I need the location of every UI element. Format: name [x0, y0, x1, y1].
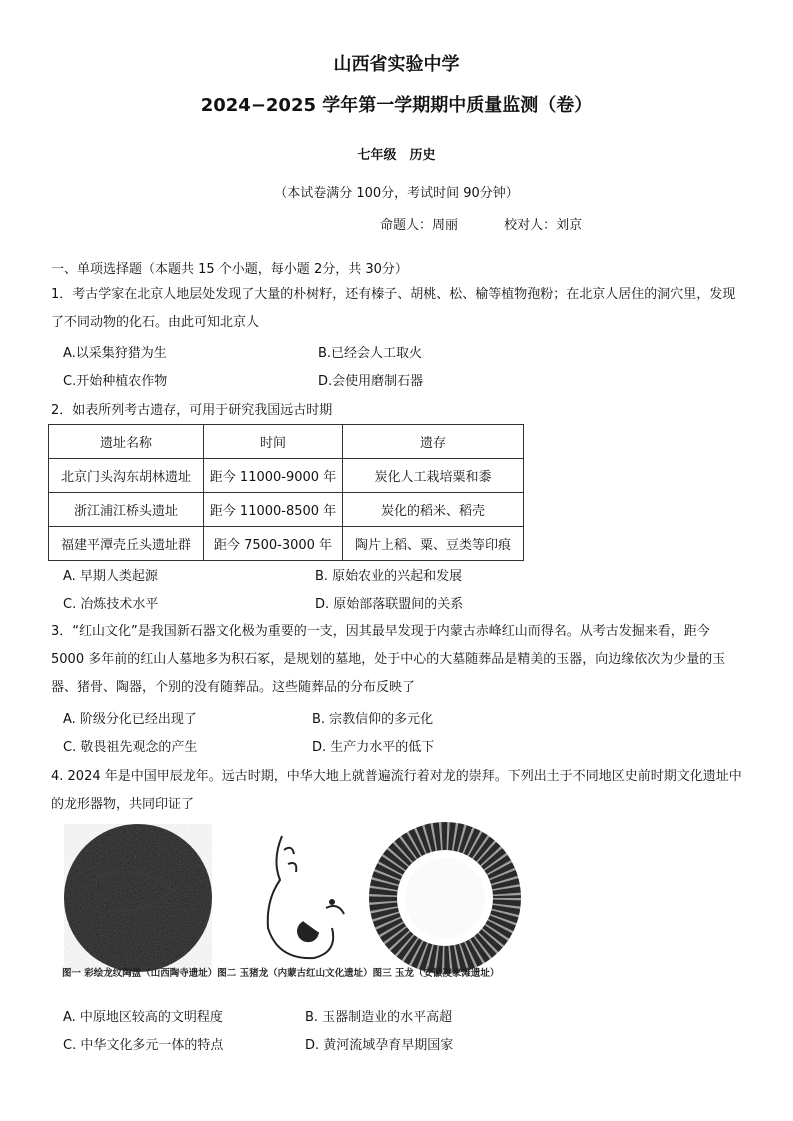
- table-cell: 炭化人工栽培粟和黍: [343, 459, 524, 493]
- q2-option-c: C. 冶炼技术水平: [63, 597, 159, 612]
- authors: [380, 214, 624, 233]
- table-cell: 浙江浦江桥头遗址: [49, 493, 204, 527]
- table-cell: 距今 11000-9000 年: [204, 459, 343, 493]
- q4-option-b: B. 玉器制造业的水平高超: [305, 1010, 453, 1025]
- section-title: 一、单项选择题（本题共 15 个小题，每小题 2分，共 30分）: [51, 262, 408, 277]
- q3-option-b: B. 宗教信仰的多元化: [312, 712, 434, 727]
- q1-option-d: D.会使用磨制石器: [318, 374, 424, 389]
- q4-option-c: C. 中华文化多元一体的特点: [63, 1038, 224, 1053]
- table-row: [49, 527, 524, 561]
- q3-option-d: D. 生产力水平的低下: [312, 740, 435, 755]
- jade-pig-dragon-image: [268, 836, 344, 958]
- q1-option-a: A.以采集狩猎为生: [63, 346, 167, 361]
- table-header-cell: 遗存: [343, 425, 524, 459]
- pottery-plate-image: [64, 824, 212, 972]
- q2-option-a: A. 早期人类起源: [63, 569, 158, 584]
- table-cell: 距今 11000-8500 年: [204, 493, 343, 527]
- q4-stem: 4. 2024 年是中国甲辰龙年。远古时期，中华大地上就普遍流行着对龙的崇拜。下列出土于不同地区史前时期文化遗址中的龙形器物，共同印证了: [51, 769, 742, 812]
- q2-option-d: D. 原始部落联盟间的关系: [315, 597, 464, 612]
- table-row: [49, 459, 524, 493]
- q3-stem: 3．“红山文化”是我国新石器文化极为重要的一支，因其最早发现于内蒙古赤峰红山而得名。从考古发掘来看，距今 5000 多年前的红山人墓地多为积石冢，是规划的墓地，处于中心的大墓随葬品是精美的玉器，向边缘依次为少量的玉器、猪骨、陶器，个别的没有随葬品。这些随葬品的分布反映了: [51, 624, 726, 695]
- table-cell: 陶片上稻、粟、豆类等印痕: [343, 527, 524, 561]
- checker: 校对人：刘京: [504, 218, 583, 233]
- table-cell: 福建平潭壳丘头遗址群: [49, 527, 204, 561]
- exam-note: （本试卷满分 100分，考试时间 90分钟）: [274, 186, 519, 201]
- q1-stem: 1．考古学家在北京人地层处发现了大量的朴树籽，还有榛子、胡桃、松、榆等植物孢粉；在北京人居住的洞穴里，发现了不同动物的化石。由此可知北京人: [51, 287, 736, 330]
- setter: 命题人：周丽: [380, 218, 459, 233]
- q4-option-a: A. 中原地区较高的文明程度: [63, 1010, 223, 1025]
- table-header-cell: 遗址名称: [49, 425, 204, 459]
- q3-option-a: A. 阶级分化已经出现了: [63, 712, 197, 727]
- grade-subject: 七年级 历史: [357, 148, 436, 163]
- q2-option-b: B. 原始农业的兴起和发展: [315, 569, 463, 584]
- school-name: 山西省实验中学: [333, 54, 460, 75]
- q2-stem: 2．如表所列考古遗存，可用于研究我国远古时期: [51, 403, 333, 418]
- exam-title: 2024−2025 学年第一学期期中质量监测（卷）: [200, 95, 593, 116]
- table-cell: 距今 7500-3000 年: [204, 527, 343, 561]
- figure-caption: 图一 彩绘龙纹陶盘（山西陶寺遗址）图二 玉猪龙（内蒙古红山文化遗址）图三 玉龙（安徽凌家滩遗址）: [62, 968, 500, 979]
- dragon-artifacts-figure: [52, 820, 522, 985]
- jade-dragon-ring-image: [383, 836, 507, 960]
- q1-option-b: B.已经会人工取火: [318, 346, 423, 361]
- q1-option-c: C.开始种植农作物: [63, 374, 168, 389]
- table-header-cell: 时间: [204, 425, 343, 459]
- table-header-row: [49, 425, 524, 459]
- table-cell: 北京门头沟东胡林遗址: [49, 459, 204, 493]
- table-row: [49, 493, 524, 527]
- q3-option-c: C. 敬畏祖先观念的产生: [63, 740, 198, 755]
- q4-option-d: D. 黄河流域孕育早期国家: [305, 1038, 454, 1053]
- q2-table: [48, 424, 524, 561]
- table-cell: 炭化的稻米、稻壳: [343, 493, 524, 527]
